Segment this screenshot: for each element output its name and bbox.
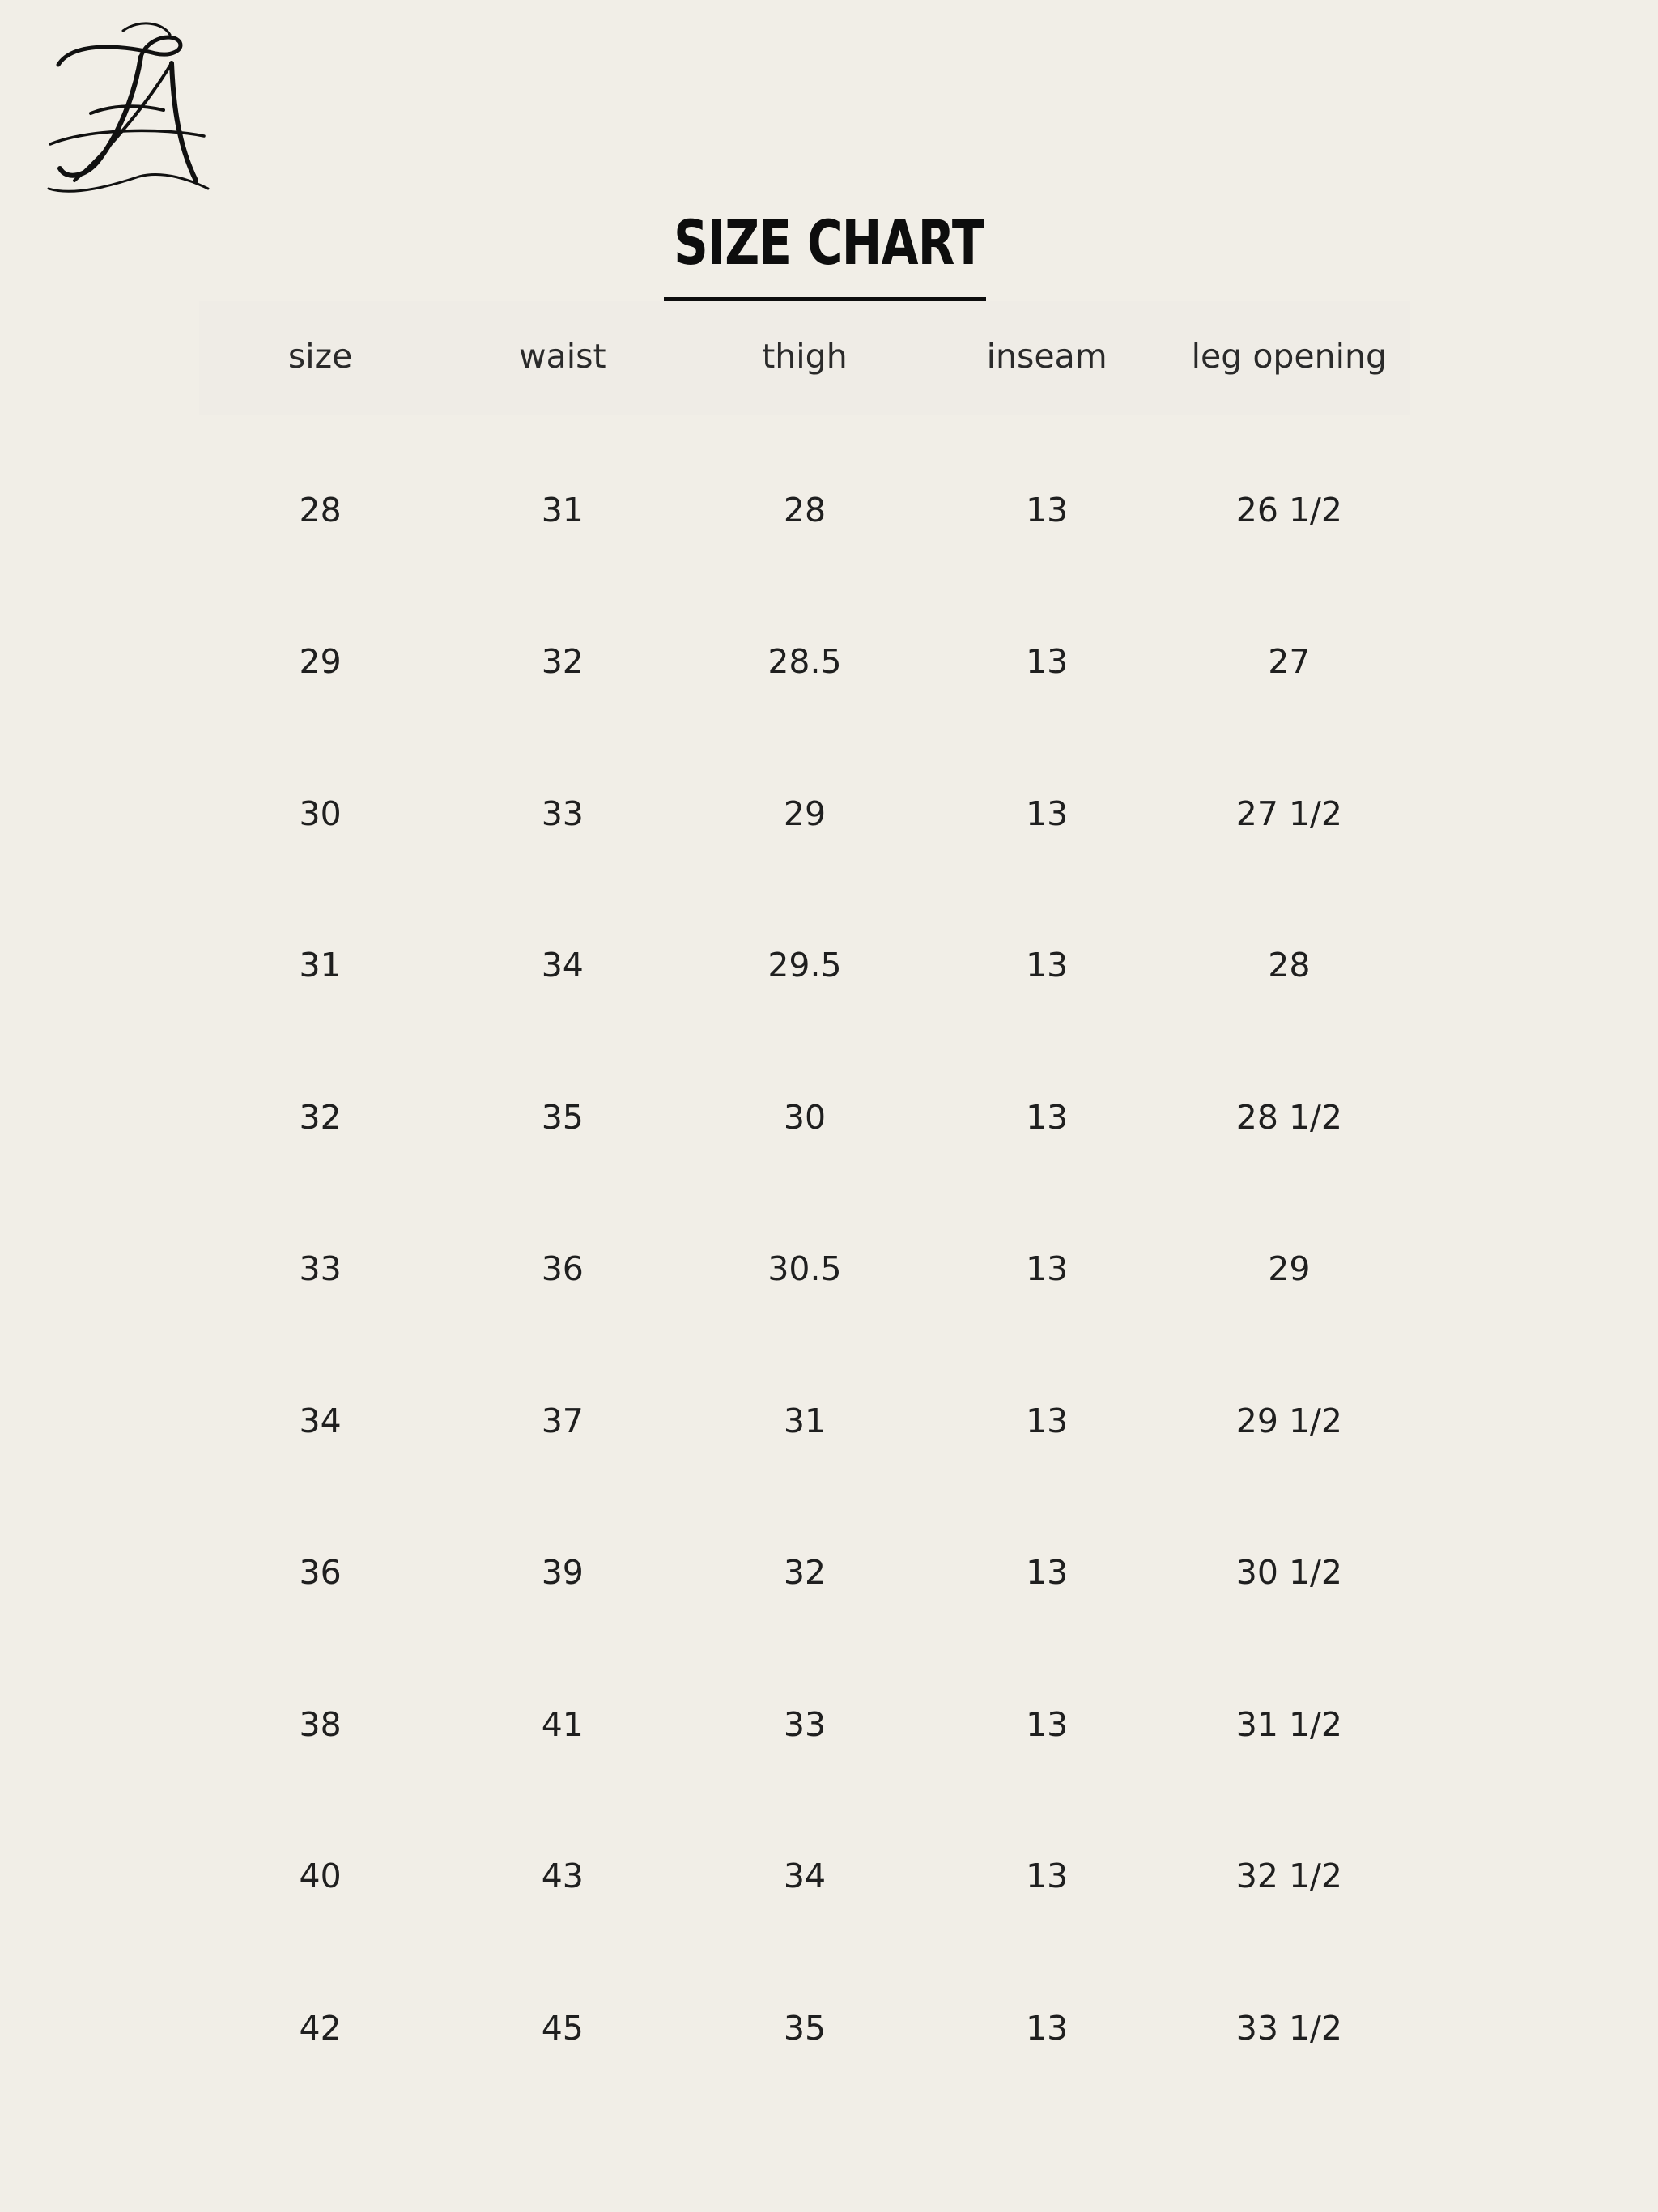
monogram-icon: [42, 15, 212, 201]
table-row: [199, 1648, 1410, 1801]
cell-thigh: 29: [783, 793, 827, 833]
table-row: [199, 1952, 1410, 2104]
cell-leg-opening: 26 1/2: [1235, 490, 1342, 530]
cell-thigh: 28.5: [767, 642, 842, 682]
cell-inseam: 13: [1026, 1401, 1069, 1440]
cell-size: 42: [299, 2008, 342, 2048]
cell-size: 30: [299, 793, 342, 833]
column-header-waist: waist: [519, 337, 606, 376]
table-row: [199, 1041, 1410, 1193]
brand-logo: [42, 15, 212, 201]
cell-thigh: 28: [783, 490, 827, 530]
cell-size: 40: [299, 1857, 342, 1896]
cell-inseam: 13: [1026, 1097, 1069, 1137]
cell-leg-opening: 29 1/2: [1235, 1401, 1342, 1440]
page-title: SIZE CHART: [674, 206, 984, 279]
cell-size: 36: [299, 1553, 342, 1593]
title-area: [0, 206, 1658, 279]
cell-size: 28: [299, 490, 342, 530]
cell-inseam: 13: [1026, 946, 1069, 985]
table-row: [199, 1345, 1410, 1497]
cell-waist: 35: [541, 1097, 584, 1137]
cell-waist: 36: [541, 1249, 584, 1289]
column-header-inseam: inseam: [986, 337, 1107, 376]
cell-leg-opening: 30 1/2: [1235, 1553, 1342, 1593]
column-header-leg-opening: leg opening: [1191, 337, 1388, 376]
cell-size: 34: [299, 1401, 342, 1440]
column-header-thigh: thigh: [762, 337, 848, 376]
cell-thigh: 33: [783, 1704, 827, 1744]
cell-thigh: 30: [783, 1097, 827, 1137]
cell-inseam: 13: [1026, 1704, 1069, 1744]
size-table: [199, 301, 1410, 2104]
cell-thigh: 35: [783, 2008, 827, 2048]
cell-size: 32: [299, 1097, 342, 1137]
cell-size: 31: [299, 946, 342, 985]
cell-thigh: 34: [783, 1857, 827, 1896]
cell-inseam: 13: [1026, 642, 1069, 682]
cell-waist: 34: [541, 946, 584, 985]
table-row: [199, 890, 1410, 1042]
cell-inseam: 13: [1026, 1857, 1069, 1896]
cell-inseam: 13: [1026, 2008, 1069, 2048]
column-header-size: size: [287, 337, 353, 376]
cell-thigh: 31: [783, 1401, 827, 1440]
cell-leg-opening: 32 1/2: [1235, 1857, 1342, 1896]
cell-leg-opening: 31 1/2: [1235, 1704, 1342, 1744]
table-row: [199, 586, 1410, 738]
cell-leg-opening: 28: [1268, 946, 1311, 985]
cell-leg-opening: 29: [1268, 1249, 1311, 1289]
cell-size: 33: [299, 1249, 342, 1289]
cell-inseam: 13: [1026, 1249, 1069, 1289]
table-row: [199, 738, 1410, 890]
cell-waist: 33: [541, 793, 584, 833]
cell-thigh: 30.5: [767, 1249, 842, 1289]
cell-leg-opening: 27: [1268, 642, 1311, 682]
cell-waist: 39: [541, 1553, 584, 1593]
cell-waist: 45: [541, 2008, 584, 2048]
cell-waist: 31: [541, 490, 584, 530]
table-row: [199, 1497, 1410, 1649]
cell-size: 29: [299, 642, 342, 682]
cell-thigh: 29.5: [767, 946, 842, 985]
cell-thigh: 32: [783, 1553, 827, 1593]
table-body: [199, 434, 1410, 2104]
cell-inseam: 13: [1026, 490, 1069, 530]
cell-leg-opening: 28 1/2: [1235, 1097, 1342, 1137]
cell-inseam: 13: [1026, 1553, 1069, 1593]
cell-leg-opening: 33 1/2: [1235, 2008, 1342, 2048]
cell-waist: 43: [541, 1857, 584, 1896]
table-row: [199, 1193, 1410, 1346]
cell-waist: 41: [541, 1704, 584, 1744]
cell-waist: 37: [541, 1401, 584, 1440]
table-row: [199, 434, 1410, 586]
cell-leg-opening: 27 1/2: [1235, 793, 1342, 833]
cell-waist: 32: [541, 642, 584, 682]
cell-size: 38: [299, 1704, 342, 1744]
cell-inseam: 13: [1026, 793, 1069, 833]
table-header-row: [199, 301, 1410, 411]
table-row: [199, 1801, 1410, 1953]
